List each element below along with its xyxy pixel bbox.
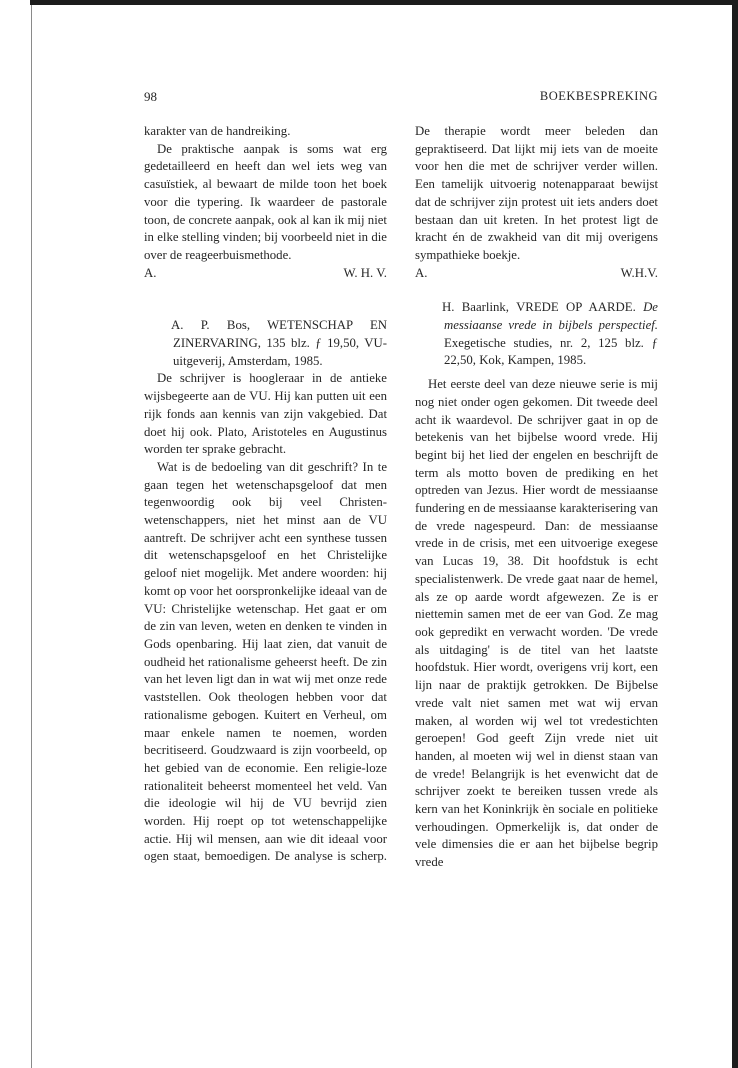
review-paragraph: De praktische aanpak is soms wat erg gedetailleerd en heeft dan wel iets weg van casuïstiek, al bewaart de milde toon het boek voor die typering. Ik waardeer de pastorale toon, de concrete aanpak, ook al kan ik mij niet in elke stelling vinden; bij voorbeeld niet in die over de reageerbuismethode. (144, 141, 387, 262)
scan-left-edge (31, 5, 32, 1068)
review-paragraph: De schrijver is hoogleraar in de antieke wijsbegeerte aan de VU. Hij kan putten uit een rijk fonds aan kennis van zijn vakgebied. Dat doet hij ook. Plato, Aristoteles en Augustinus worden ter sprake gebracht. (144, 371, 387, 457)
book-reference: A. P. Bos, WETENSCHAP EN ZINERVARING, 135 blz. ƒ 19,50, VU-uitgeverij, Amsterdam, 1985. (171, 318, 387, 368)
review-paragraph: Wat is de bedoeling van dit geschrift? In te gaan tegen het wetenschapsgeloof dat men tegenwoordig ook bij veel Christen-wetenschappers, niet het minst aan de VU aantreft. De schrijver acht een synthese tussen dit wetenschapsgeloof en het Christelijke geloof niet mogelijk. Met andere woorden: hij komt op voor het oorspronkelijke ideaal van de VU: Christelijke wetenschap. Het gaat er om de zin van leven, weten en denken te vinden in Gods openbaring. Hij laat zien, dat vanuit de oudheid het rationalisme geheerst heeft. De zin van het leven ligt dan in wat wij met onze rede vaststellen. Ook theologen hebben voor dat rationalisme gebogen. Kuitert en Verheul, om maar enkele namen te noemen, worden becritiseerd. Goudzwaard is zijn voorbeeld, op het gebied van de economie. Een religie-loze rationaliteit beheerst momenteel het veld. Van die ideologie wil hij de VU bevrijd zien worden. Hij roept op tot wetenschappelijke actie. Hij wil mensen, aan wie dit ideaal voor ogen staat, bemoedigen. De analyse is scherp. (144, 459, 387, 864)
scan-top-border (30, 0, 738, 5)
scan-right-border (732, 0, 738, 1068)
section-spacer (415, 282, 658, 299)
page-number: 98 (144, 89, 157, 104)
signature-reviewer: W. H. V. (343, 265, 387, 280)
signature-reviewer: W.H.V. (620, 265, 658, 280)
signature-initial: A. (415, 265, 428, 280)
left-column (144, 123, 387, 866)
running-head: BOEKBESPREKING (539, 89, 658, 103)
section-spacer (144, 282, 387, 317)
reference-subtitle: De messiaanse vrede in bijbels perspectief. (444, 300, 658, 333)
right-column (415, 123, 658, 872)
review-paragraph: Het eerste deel van deze nieuwe serie is mij nog niet onder ogen gekomen. Dit tweede deel acht ik waardevol. De schrijver gaat in op de betekenis van het bijbelse woord vrede. Hij begint bij het lied der engelen en beschrijft de term als motto boven de prediking en het optreden van Jezus. Hier wordt de messiaanse fundering en de messiaanse karakterisering van de vrede nagespeurd. Dan: de messiaanse vrede in de crisis, met een uitvoerige exegese van Lucas 19, 38. Dit hoofdstuk is echt specialistenwerk. De vrede gaat naar de hemel, als ze op aarde wordt afgewezen. Ze is er niettemin samen met de eer van God. Ze mag ook gepredikt en verwacht worden. 'De vrede als uitdaging' is de titel van het laatste hoofdstuk. Hier wordt, overigens vrij kort, een lijn naar de praktijk getrokken. De Bijbelse vrede valt niet samen met wat wij ervan maken, al worden wij wel tot vredestichten geroepen! God geeft Zijn vrede niet uit handen, al moeten wij wel in dienst staan van de vrede! Belangrijk is het evenwicht dat de schrijver zoekt te bereiken tussen vrede als kern van het Koninkrijk èn sociale en politieke verhoudingen. Opmerkelijk is, dat onder de vele dimensies die er aan het bijbelse begrip vrede (415, 377, 658, 870)
review-paragraph: De therapie wordt meer beleden dan gepraktiseerd. Dat lijkt mij iets van de moeite voor hen die met de schrijver verder willen. Een tamelijk uitvoerig notenapparaat bewijst dat de schrijver zijn protest uit iets anders doet bestaan dan uit kreten. In het protest ligt de kracht én de zwakheid van dit mij overigens sympathieke boekje. (415, 124, 658, 262)
book-reference (415, 299, 658, 370)
reference-details: Exegetische studies, nr. 2, 125 blz. ƒ 22,50, Kok, Kampen, 1985. (444, 335, 658, 368)
signature-initial: A. (144, 265, 157, 280)
review-text-line: karakter van de handreiking. (144, 124, 291, 138)
reference-author-title: H. Baarlink, VREDE OP AARDE. (442, 300, 636, 315)
review-signature (144, 265, 387, 283)
review-signature (415, 265, 658, 283)
